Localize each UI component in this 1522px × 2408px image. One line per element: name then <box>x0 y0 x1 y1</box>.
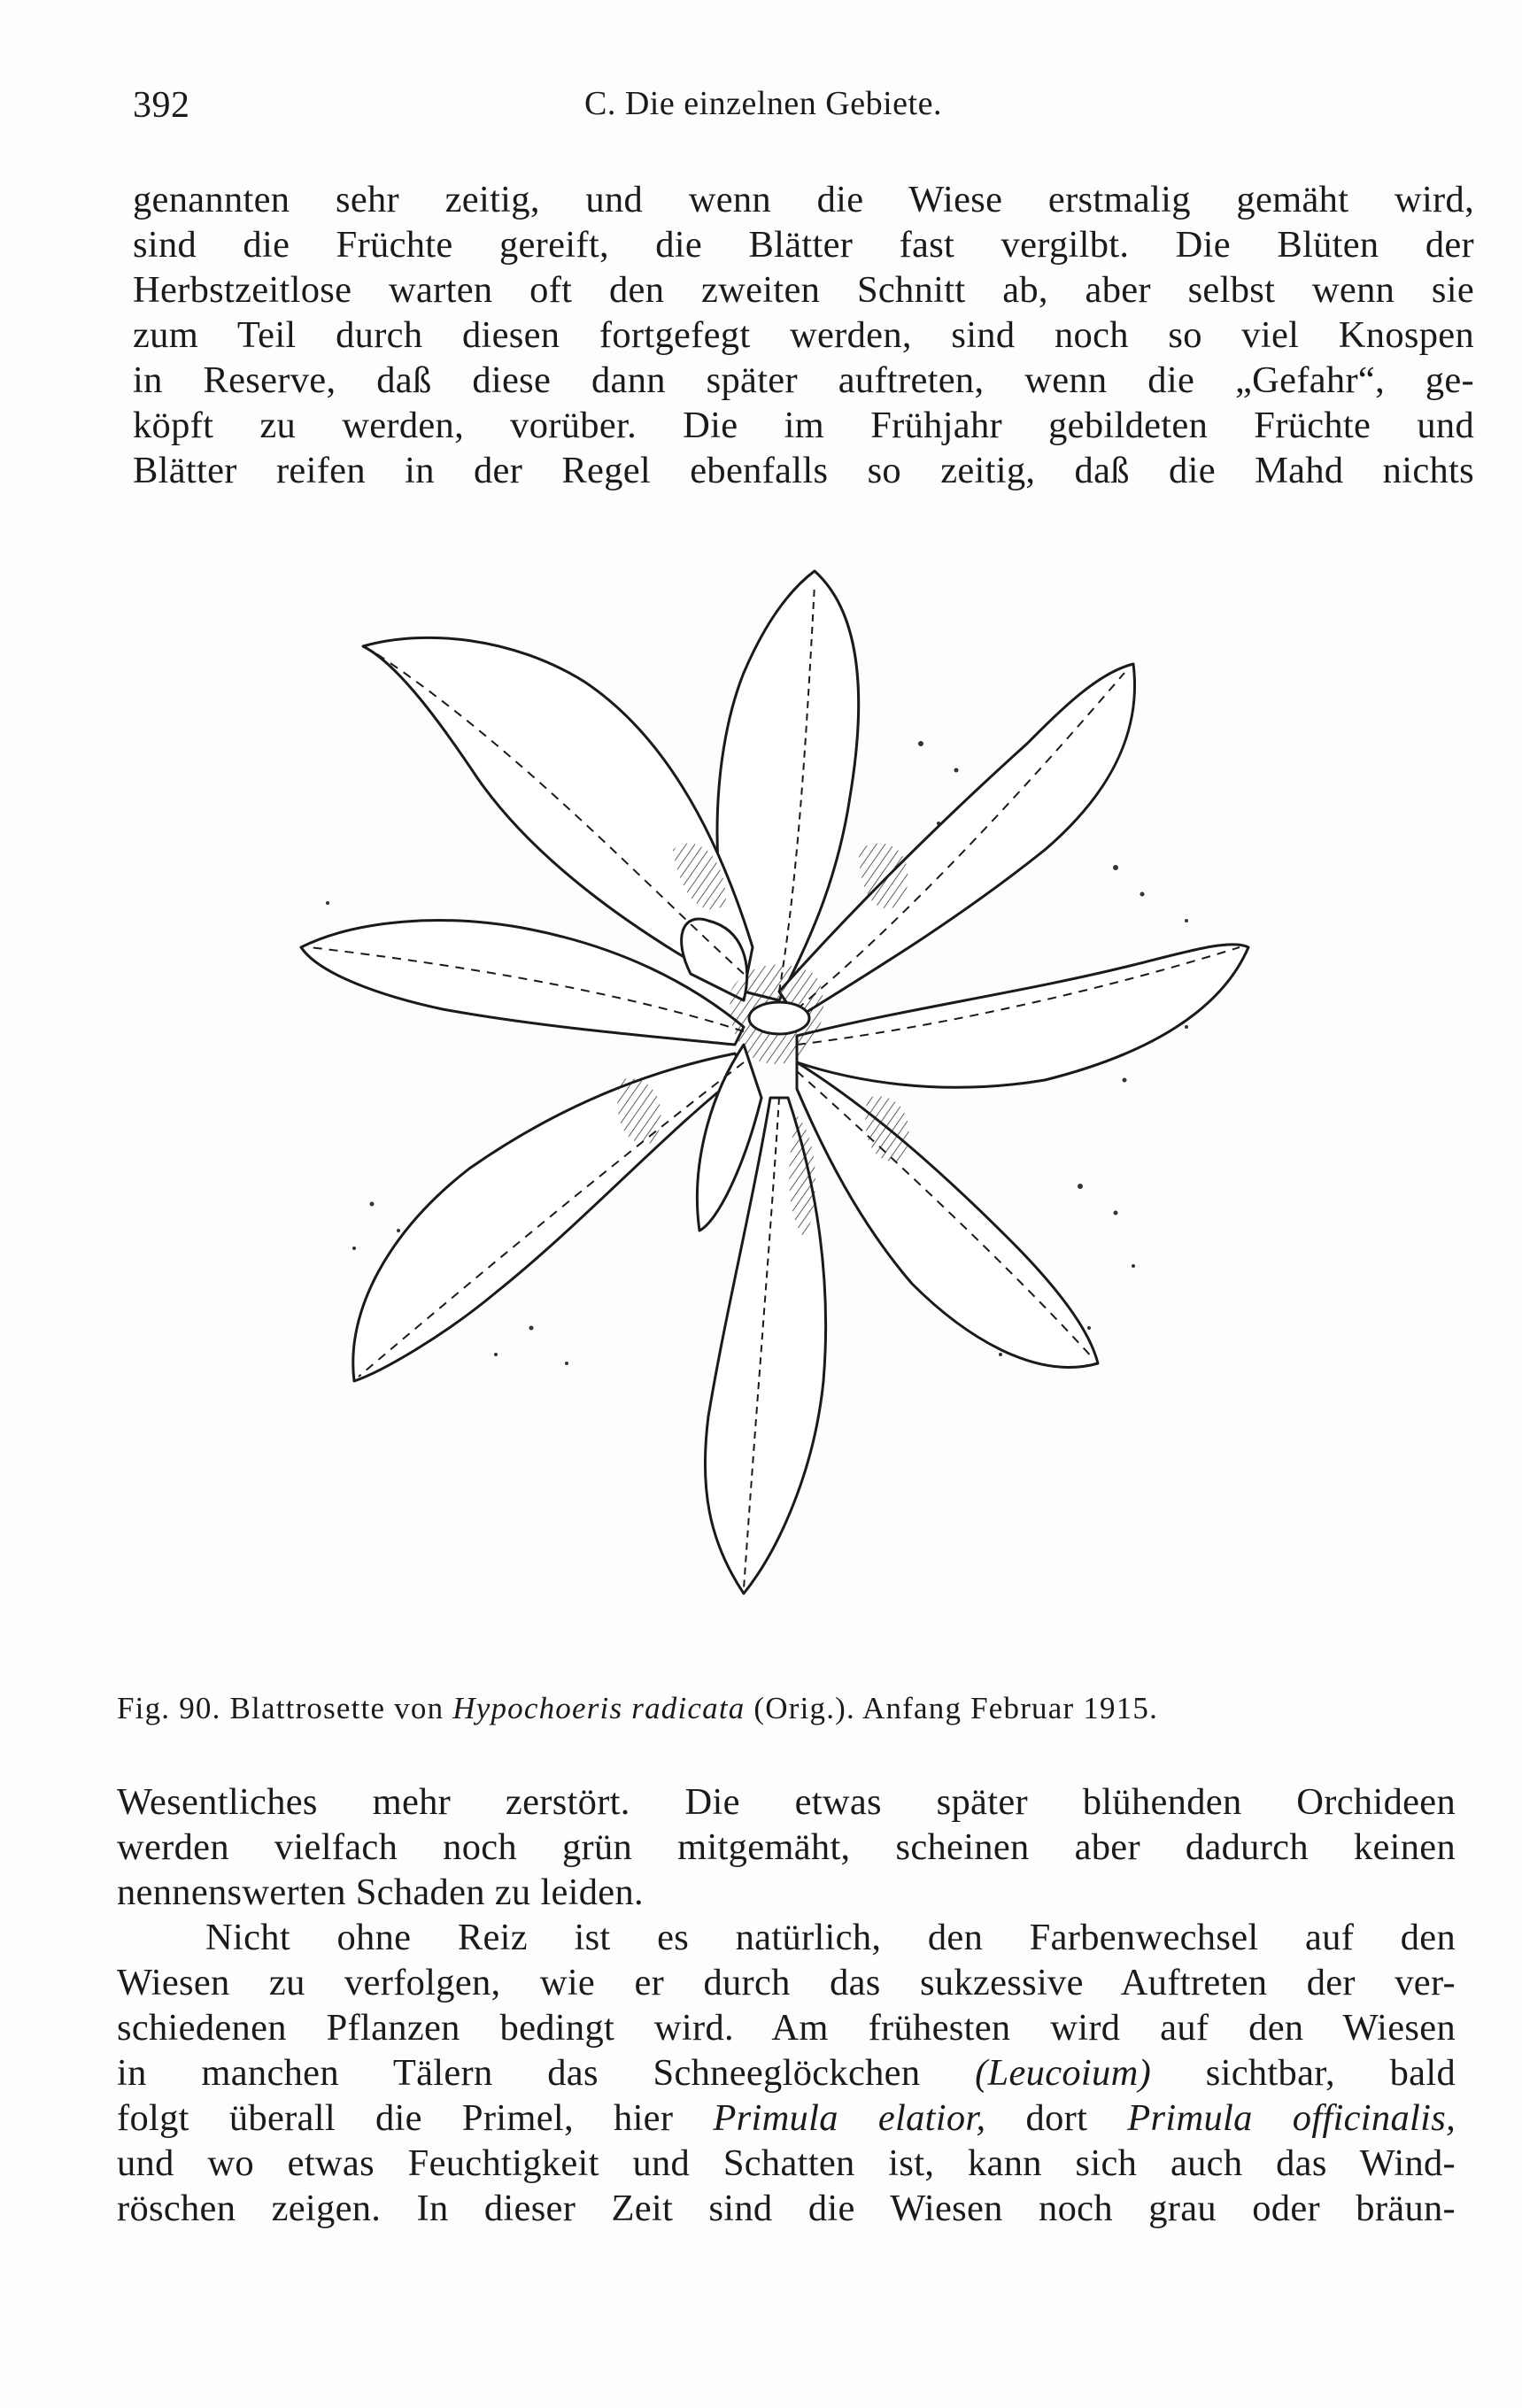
text-fragment: sichtbar, bald <box>1151 2052 1456 2094</box>
rosette-drawing <box>248 531 1346 1682</box>
page-number: 392 <box>133 85 190 126</box>
text-line: Wiesen zu verfolgen, wie er durch das sukzessive Auftreten der ver- <box>117 1962 1456 2003</box>
page-header <box>133 84 1474 137</box>
body-text-top <box>133 177 1474 493</box>
leaf-rosette-illustration <box>248 531 1346 1682</box>
text-line: werden vielfach noch grün mitgemäht, scheinen aber dadurch keinen <box>117 1826 1456 1868</box>
text-line: röschen zeigen. In dieser Zeit sind die Wiesen noch grau oder bräun- <box>117 2188 1456 2229</box>
text-fragment: in manchen Tälern das Schneeglöckchen <box>117 2052 976 2094</box>
body-text-bottom <box>117 1779 1456 2231</box>
text-line: Nicht ohne Reiz ist es natürlich, den Farbenwechsel auf den <box>205 1917 1456 1958</box>
caption-species: Hypochoeris radicata <box>452 1691 746 1725</box>
text-line: Blätter reifen in der Regel ebenfalls so zeitig, daß die Mahd nichts <box>133 450 1474 491</box>
caption-date: (Orig.). Anfang Februar 1915. <box>745 1691 1159 1725</box>
figure-caption <box>117 1691 1458 1726</box>
text-fragment: folgt überall die Primel, hier <box>117 2097 714 2139</box>
text-line: zum Teil durch diesen fortgefegt werden, sind noch so viel Knospen <box>133 314 1474 356</box>
text-line: Herbstzeitlose warten oft den zweiten Schnitt ab, aber selbst wenn sie <box>133 269 1474 311</box>
text-line: köpft zu werden, vorüber. Die im Frühjahr gebildeten Früchte und <box>133 405 1474 446</box>
text-line: sind die Früchte gereift, die Blätter fast vergilbt. Die Blüten der <box>133 224 1474 266</box>
text-line: nennenswerten Schaden zu leiden. <box>117 1872 644 1913</box>
text-line: schiedenen Pflanzen bedingt wird. Am frühesten wird auf den Wiesen <box>117 2007 1456 2049</box>
italic-term: Primula elatior, <box>713 2097 986 2139</box>
text-line: genannten sehr zeitig, und wenn die Wiese erstmalig gemäht wird, <box>133 179 1474 220</box>
text-line: Wesentliches mehr zerstört. Die etwas später blühenden Orchideen <box>117 1781 1456 1823</box>
text-line: und wo etwas Feuchtigkeit und Schatten ist, kann sich auch das Wind- <box>117 2142 1456 2184</box>
rosette-center <box>749 1002 809 1034</box>
text-line <box>117 2095 1456 2141</box>
italic-term: Primula officinalis, <box>1127 2097 1456 2139</box>
italic-term: (Leucoium) <box>975 2052 1152 2094</box>
text-line <box>117 2050 1456 2095</box>
text-fragment: dort <box>985 2097 1128 2139</box>
running-head: C. Die einzelnen Gebiete. <box>584 85 942 122</box>
text-line: in Reserve, daß diese dann später auftreten, wenn die „Gefahr“, ge- <box>133 359 1474 401</box>
caption-text: Fig. 90. Blattrosette von <box>117 1691 453 1725</box>
